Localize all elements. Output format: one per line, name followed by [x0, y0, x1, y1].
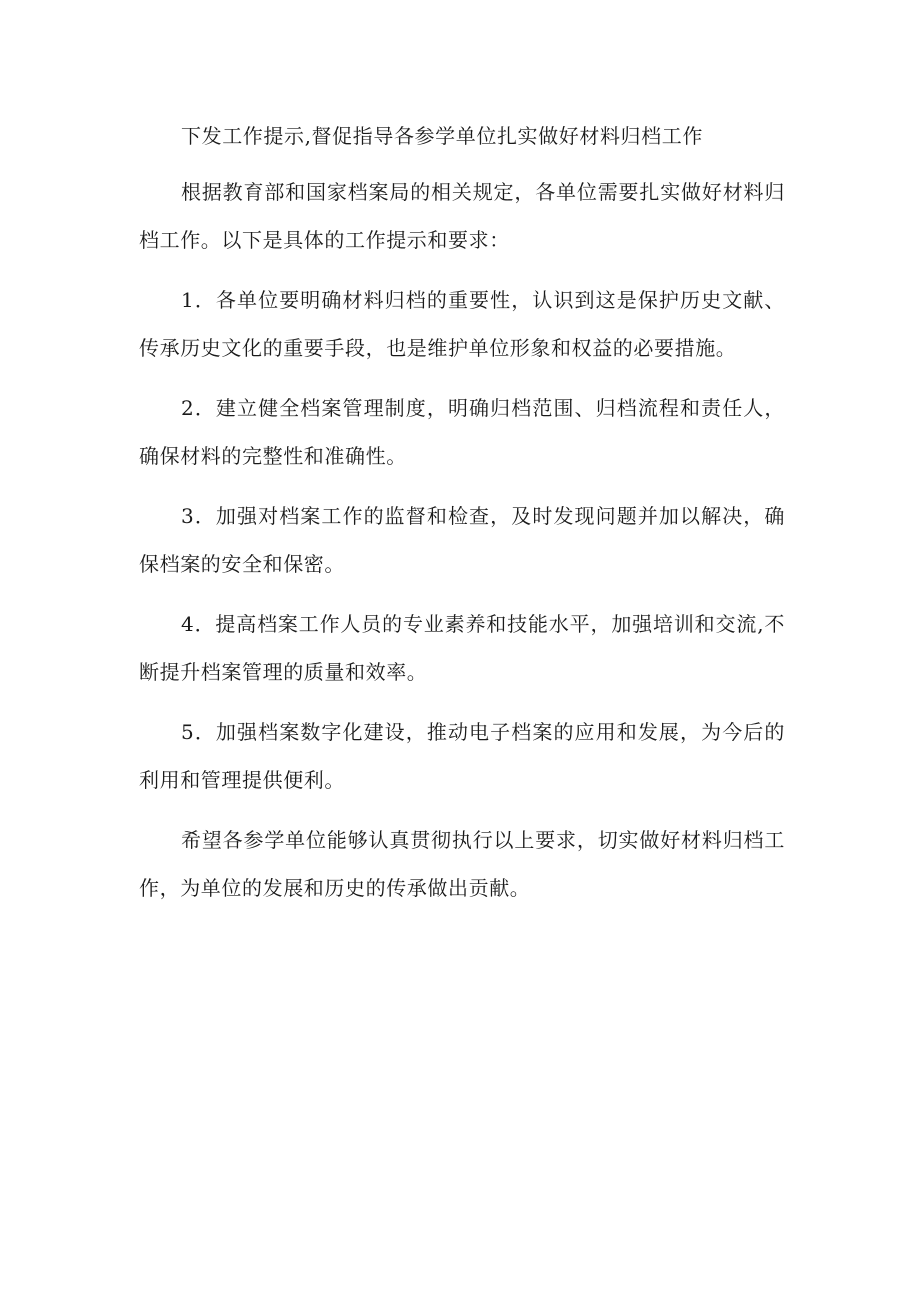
document-title: 下发工作提示,督促指导各参学单位扎实做好材料归档工作 — [181, 124, 703, 148]
closing-paragraph: 希望各参学单位能够认真贯彻执行以上要求，切实做好材料归档工作，为单位的发展和历史的传承做出贡献。 — [139, 828, 785, 900]
requirement-item-2: 2．建立健全档案管理制度，明确归档范围、归档流程和责任人，确保材料的完整性和准确性。 — [139, 396, 785, 468]
document-body — [139, 112, 785, 924]
requirement-item-3: 3．加强对档案工作的监督和检查，及时发现问题并加以解决，确保档案的安全和保密。 — [139, 504, 785, 576]
requirement-item-4: 4．提高档案工作人员的专业素养和技能水平，加强培训和交流,不断提升档案管理的质量和效率。 — [139, 612, 785, 684]
requirement-item-5: 5．加强档案数字化建设，推动电子档案的应用和发展，为今后的利用和管理提供便利。 — [139, 720, 785, 792]
requirement-item-1: 1．各单位要明确材料归档的重要性，认识到这是保护历史文献、传承历史文化的重要手段，也是维护单位形象和权益的必要措施。 — [139, 288, 785, 360]
intro-paragraph: 根据教育部和国家档案局的相关规定，各单位需要扎实做好材料归档工作。以下是具体的工作提示和要求： — [139, 180, 785, 252]
